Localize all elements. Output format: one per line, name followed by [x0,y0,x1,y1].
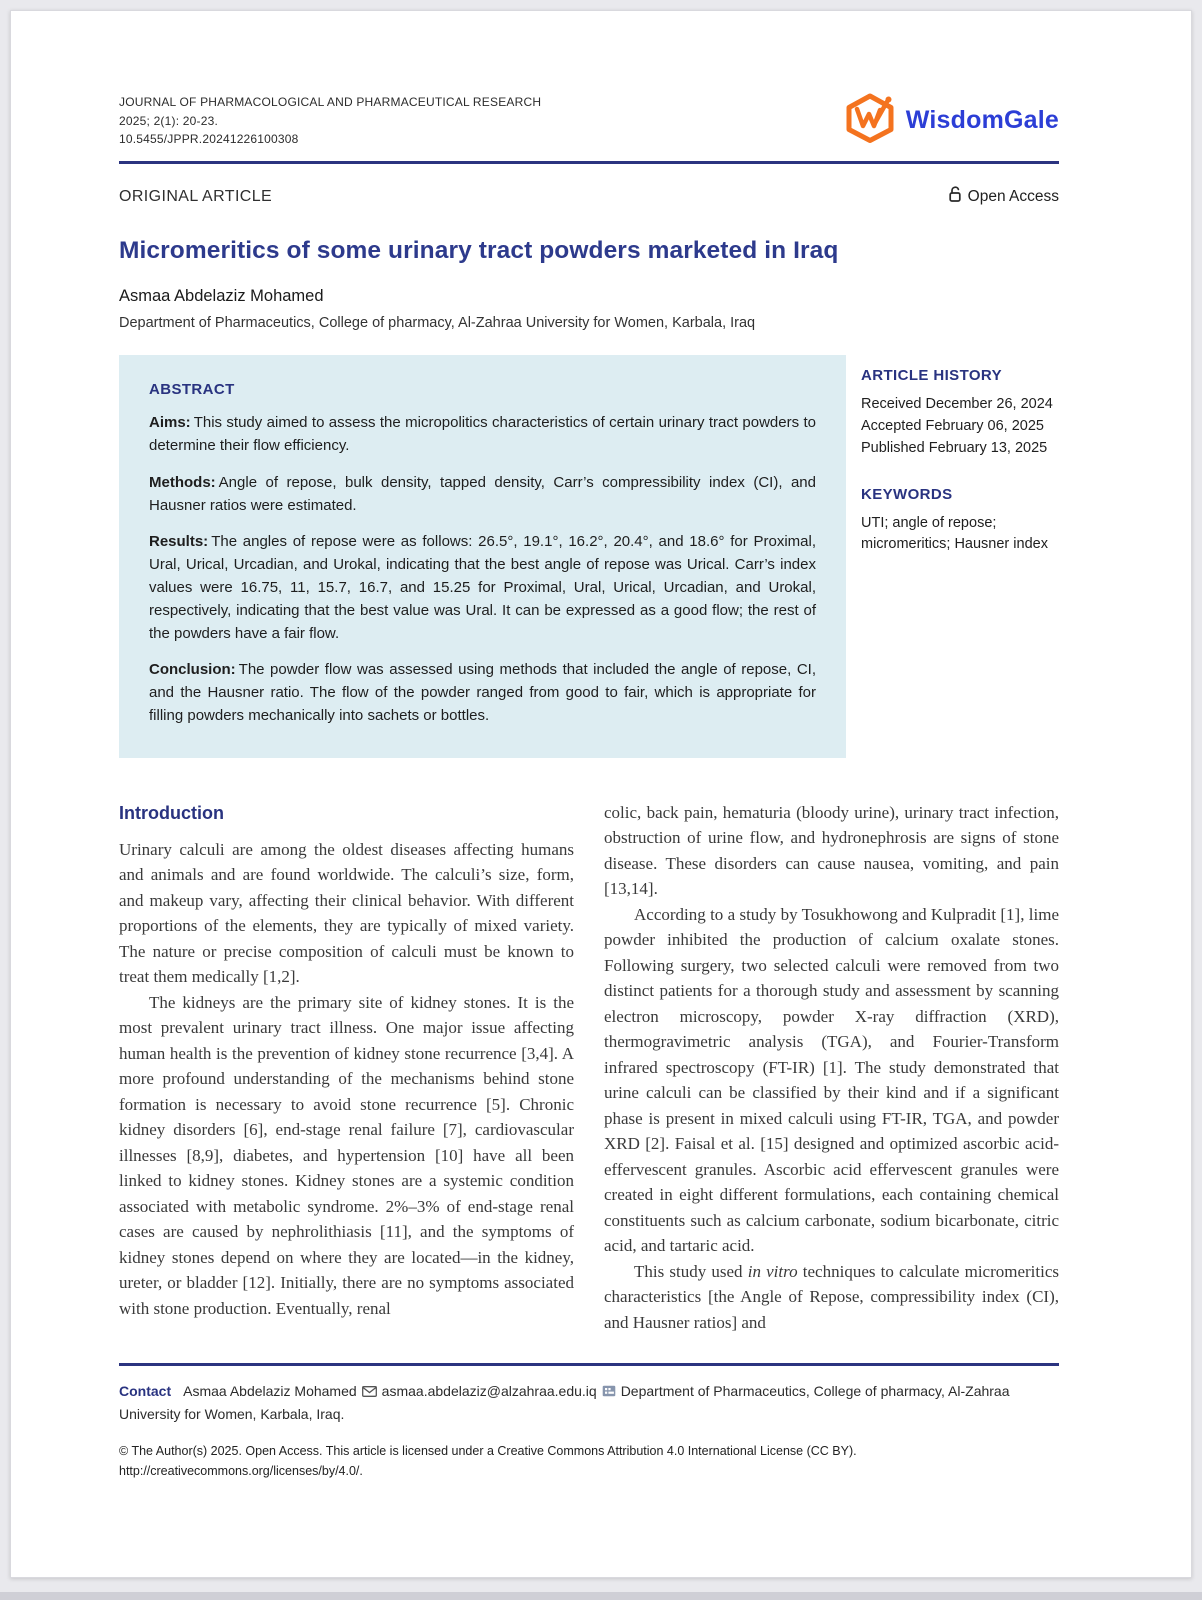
left-column [119,800,574,1336]
abstract-conclusion: Conclusion: The powder flow was assessed using methods that included the angle of repose, CI, and the Hausner ratio. The flow of the powder ranged from good to fair, which is appropriate for filling powders mechanically into sachets or bottles. [149,661,816,725]
methods-label: Methods: [149,473,216,491]
keywords-block [861,486,1061,557]
open-access-label: Open Access [967,187,1059,205]
contact-email[interactable]: asmaa.abdelaziz@alzahraa.edu.iq [381,1382,597,1399]
open-lock-icon [948,186,962,207]
accepted-date: Accepted February 06, 2025 [861,418,1044,435]
intro-paragraph-1: Urinary calculi are among the oldest diseases affecting humans and animals and are found worldwide. The calculi’s size, form, and makeup vary, affecting their clinical behavior. With different proportions of the elements, they are typically of mixed variety. The nature or precise composition of calculi must be known to treat them medically [1,2]. [119,839,574,987]
results-label: Results: [149,533,209,551]
aims-label: Aims: [149,414,191,432]
contact-label: Contact [119,1382,172,1399]
intro-paragraph-5: This study used in vitro techniques to calculate micromeritics characteristics [the Angle of Repose, compressibility index (CI), and Hausner ratios] and [604,1261,1060,1332]
received-date: Received December 26, 2024 [861,396,1053,413]
article-history-heading: ARTICLE HISTORY [861,367,1003,385]
page-title: Micromeritics of some urinary tract powders marketed in Iraq [119,237,839,265]
envelope-icon [362,1384,377,1400]
published-date: Published February 13, 2025 [861,439,1048,456]
next-page-edge [0,1592,1202,1600]
header-divider [119,161,1059,165]
wisdomgale-hexagon-icon [843,93,897,148]
intro-paragraph-2: The kidneys are the primary site of kidney stones. It is the most prevalent urinary tract illness. One major issue affecting human health is the prevention of kidney stone recurrence [3,4]. A more profound understanding of the mechanisms behind stone formation is necessary to avoid stone recurrence [5]. Chronic kidney disorders [6], end-stage renal failure [7], cardiovascular illnesses [8,9], diabetes, and hypertension [10] have all been linked to kidney stones. Kidney stones are a systemic condition associated with metabolic syndrome. 2%–3% of end-stage renal cases are caused by nephrolithiasis [11], and the symptoms of kidney stones depend on where they are located—in the kidney, ureter, or bladder [12]. Initially, there are no symptoms associated with stone production. Eventually, renal [119,992,574,1318]
copyright-block [119,1442,1059,1539]
abstract-box [119,355,846,758]
in-vitro-italic: in vitro [747,1261,798,1281]
conclusion-label: Conclusion: [149,661,236,679]
intro-paragraph-4: According to a study by Tosukhowong and Kulpradit [1], lime powder inhibited the production of calcium oxalate stones. Following surgery, two selected calculi were removed from two distinct patients for a thorough study and assessment by scanning electron microscopy, powder X-ray diffraction (XRD), thermogravimetric analysis (TGA), and Fourier-Transform infrared spectroscopy (FT-IR) [1]. The study demonstrated that urine calculi can be classified by their kind and if a significant phase is present in mixed calculi using FT-IR, TGA, and powder XRD [2]. Faisal et al. [15] designed and optimized ascorbic acid-effervescent granules. Ascorbic acid effervescent granules were created in eight different formulations, each containing chemical constituents such as calcium carbonate, sodium bicarbonate, citric acid, and tartaric acid. [604,904,1059,1256]
introduction-heading: Introduction [119,802,224,823]
abstract-methods: Methods: Angle of repose, bulk density, tapped density, Carr’s compressibility index (CI), and Hausner ratios were estimated. [149,473,816,514]
intro-paragraph-3: colic, back pain, hematuria (bloody urine), urinary tract infection, obstruction of urine flow, and hydronephrosis are signs of stone disease. These disorders can cause nausea, vomiting, and pain [13,14]. [604,802,1059,899]
keywords-heading: KEYWORDS [861,485,953,503]
copyright-line: © The Author(s) 2025. Open Access. This article is licensed under a Creative Commons Attribution 4.0 International License (CC BY). [119,1444,857,1459]
contact-address: Department of Pharmaceutics, College of pharmacy, Al-Zahraa University for Women, Karbala, Iraq. [119,1382,1010,1422]
journal-issue: 2025; 2(1): 20-23. [119,113,218,128]
abstract-heading: ABSTRACT [149,381,235,399]
publisher-logo[interactable] [843,93,1059,148]
article-sidebar [861,355,1061,758]
abstract-results: Results: The angles of repose were as follows: 26.5°, 19.1°, 16.2°, 20.4°, and 18.6° for Proximal, Ural, Urical, Urcadian, and Urokal, indicating that the best angle of repose was Urical. Carr’s index values were 16.75, 11, 15.7, 16.7, and 15.25 for Proximal, Ural, Urical, Urcadian, and Urokal, respectively, indicating that the best value was Ural. It can be expressed as a good flow; the rest of the powders have a fair flow. [149,533,816,642]
contact-name: Asmaa Abdelaziz Mohamed [183,1382,357,1399]
open-access-link[interactable] [948,186,1059,207]
abstract-aims: Aims: This study aimed to assess the micropolitics characteristics of certain urinary tract powders to determine their flow efficiency. [149,414,816,455]
article-history-block [861,367,1061,459]
contact-block [119,1381,1059,1425]
footer-divider [119,1363,1059,1366]
journal-doi: 10.5455/JPPR.20241226100308 [119,132,299,147]
right-column [604,800,1059,1336]
article-type-label: ORIGINAL ARTICLE [119,187,273,205]
building-icon [602,1384,616,1400]
journal-meta [119,93,541,149]
article-page [10,10,1192,1578]
body-columns [119,800,1059,1336]
keywords-text: UTI; angle of repose; micromeritics; Hausner index [861,514,1048,553]
author-affiliation: Department of Pharmaceutics, College of pharmacy, Al-Zahraa University for Women, Karbala, Iraq [119,315,756,332]
publisher-logo-text: WisdomGale [905,106,1059,135]
author-name: Asmaa Abdelaziz Mohamed [119,287,324,306]
license-url[interactable]: http://creativecommons.org/licenses/by/4.0/. [119,1463,363,1478]
journal-name: JOURNAL OF PHARMACOLOGICAL AND PHARMACEUTICAL RESEARCH [119,95,542,109]
journal-header [119,93,1059,149]
